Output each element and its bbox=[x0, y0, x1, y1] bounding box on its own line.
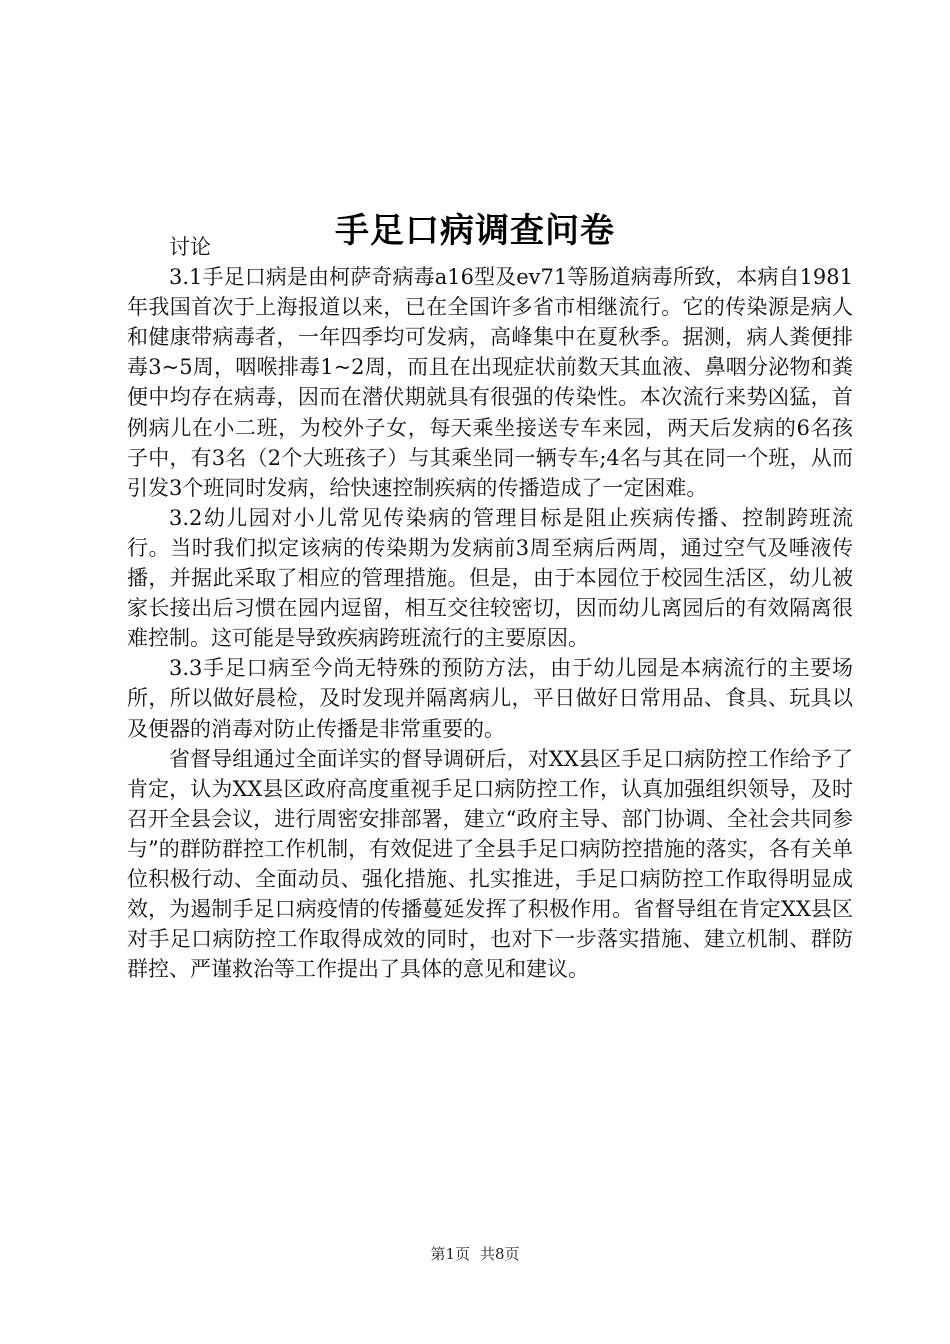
page-number: 第1页 bbox=[430, 1245, 470, 1263]
page-footer bbox=[0, 1244, 950, 1264]
document-body bbox=[127, 232, 853, 984]
paragraph-supervision: 省督导组通过全面详实的督导调研后，对XX县区手足口病防控工作给予了肯定，认为XX县区政府高度重视手足口病防控工作，认真加强组织领导，及时召开全县会议，进行周密安排部署，建立“政府主导、部门协调、全社会共同参与”的群防群控工作机制，有效促进了全县手足口病防控措施的落实，各有关单位积极行动、全面动员、强化措施、扎实推进，手足口病防控工作取得明显成效，为遏制手足口病疫情的传播蔓延发挥了积极作用。省督导组在肯定XX县区对手足口病防控工作取得成效的同时，也对下一步落实措施、建立机制、群防群控、严谨救治等工作提出了具体的意见和建议。 bbox=[127, 746, 853, 982]
paragraph-3-1: 3.1手足口病是由柯萨奇病毒a16型及ev71等肠道病毒所致，本病自1981年我国首次于上海报道以来，已在全国许多省市相继流行。它的传染源是病人和健康带病毒者，一年四季均可发病，高峰集中在夏秋季。据测，病人粪便排毒3~5周，咽喉排毒1~2周，而且在出现症状前数天其血液、鼻咽分泌物和粪便中均存在病毒，因而在潜伏期就具有很强的传染性。本次流行来势凶猛，首例病儿在小二班，为校外子女，每天乘坐接送专车来园，两天后发病的6名孩子中，有3名（2个大班孩子）与其乘坐同一辆专车;4名与其在同一个班，从而引发3个班同时发病，给快速控制疾病的传播造成了一定困难。 bbox=[127, 265, 853, 500]
paragraph-3-2: 3.2幼儿园对小儿常见传染病的管理目标是阻止疾病传播、控制跨班流行。当时我们拟定该病的传染期为发病前3周至病后两周，通过空气及唾液传播，并据此采取了相应的管理措施。但是，由于本园位于校园生活区，幼儿被家长接出后习惯在园内逗留，相互交往较密切，因而幼儿离园后的有效隔离很难控制。这可能是导致疾病跨班流行的主要原因。 bbox=[127, 505, 853, 651]
paragraph-3-3: 3.3手足口病至今尚无特殊的预防方法，由于幼儿园是本病流行的主要场所，所以做好晨检，及时发现并隔离病儿，平日做好日常用品、食具、玩具以及便器的消毒对防止传播是非常重要的。 bbox=[127, 656, 853, 741]
document-title: 手足口病调查问卷 bbox=[335, 210, 615, 251]
section-heading-discussion: 讨论 bbox=[169, 235, 211, 259]
page-total: 共8页 bbox=[480, 1245, 520, 1263]
